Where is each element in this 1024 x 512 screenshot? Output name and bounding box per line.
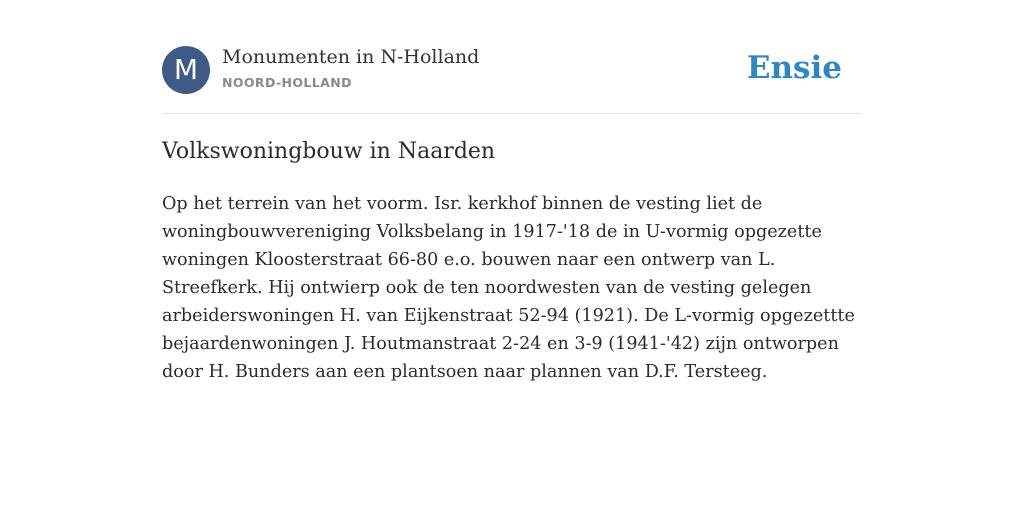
- divider: [162, 113, 862, 114]
- source-subtitle: NOORD-HOLLAND: [222, 75, 352, 90]
- source-title[interactable]: Monumenten in N-Holland: [222, 46, 480, 68]
- article-body: Op het terrein van het voorm. Isr. kerkhof binnen de vesting liet de woningbouwvereniging Volksbelang in 1917-'18 de in U-vormig opgezette woningen Kloosterstraat 66-80 e.o. bouwen naar een ontwerp van L. Streefkerk. Hij ontwierp ook de ten noordwesten van de vesting gelegen arbeiderswoningen H. van Eijkenstraat 52-94 (1921). De L-vormig opgezettte bejaardenwoningen J. Houtmanstraat 2-24 en 3-9 (1941-'42) zijn ontworpen door H. Bunders aan een plantsoen naar plannen van D.F. Tersteeg.: [162, 194, 855, 382]
- entry-header: [162, 46, 862, 96]
- brand-logo[interactable]: Ensie: [746, 50, 842, 86]
- page-title: Volkswoningbouw in Naarden: [162, 139, 496, 164]
- avatar[interactable]: M: [162, 46, 210, 94]
- entry-card: [162, 46, 862, 382]
